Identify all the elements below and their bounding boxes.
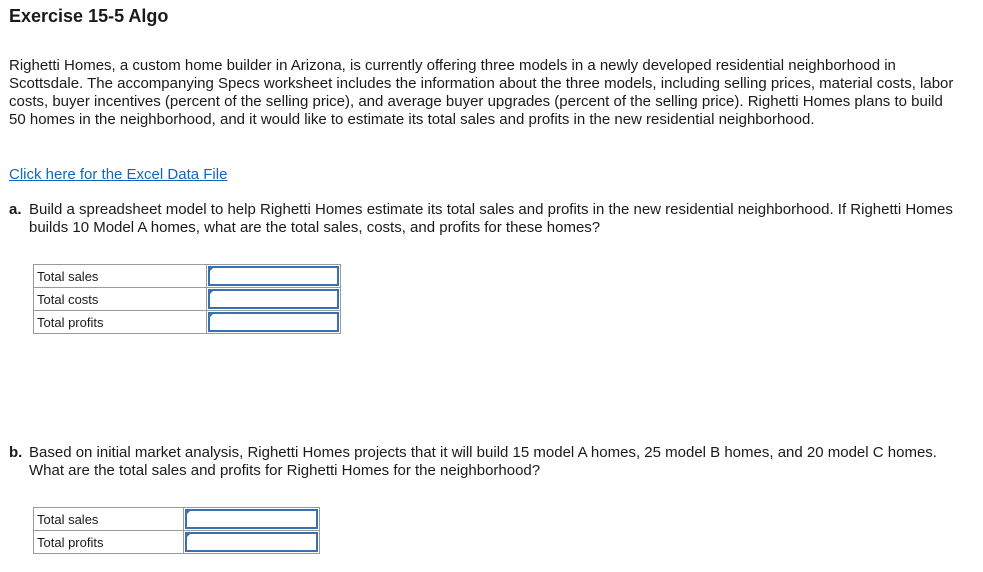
total-sales-label-a: Total sales <box>34 265 207 288</box>
exercise-intro: Righetti Homes, a custom home builder in Arizona, is currently offering three models in a newly developed residential neighborhood in Scottsdale. The accompanying Specs worksheet includes the information about the three models, including selling prices, material costs, labor costs, buyer incentives (percent of the selling price), and average buyer upgrades (percent of the selling price). Righetti Homes plans to build 50 homes in the neighborhood, and it would like to estimate its total sales and profits in the new residential neighborhood. <box>9 57 954 128</box>
total-costs-input-a[interactable] <box>208 289 339 309</box>
table-row <box>34 311 341 334</box>
exercise-title: Exercise 15-5 Algo <box>9 6 169 26</box>
table-row <box>34 531 320 554</box>
total-profits-input-a[interactable] <box>208 312 339 332</box>
total-profits-label-b: Total profits <box>34 531 184 554</box>
question-b-text: Based on initial market analysis, Righetti Homes projects that it will build 15 model A homes, 25 model B homes, and 20 model C homes. What are the total sales and profits for Righetti Homes for the neighborhood? <box>29 444 937 479</box>
total-sales-input-b[interactable] <box>185 509 318 529</box>
total-profits-cell-a <box>207 311 341 334</box>
total-costs-label-a: Total costs <box>34 288 207 311</box>
question-a-text: Build a spreadsheet model to help Righetti Homes estimate its total sales and profits in the new residential neighborhood. If Righetti Homes builds 10 Model A homes, what are the total sales, costs, and profits for these homes? <box>29 201 953 236</box>
table-row <box>34 508 320 531</box>
total-costs-cell-a <box>207 288 341 311</box>
question-b <box>9 444 954 480</box>
answer-table-b <box>33 507 320 554</box>
total-sales-cell-b <box>184 508 320 531</box>
total-sales-label-b: Total sales <box>34 508 184 531</box>
total-profits-cell-b <box>184 531 320 554</box>
excel-data-file-link[interactable]: Click here for the Excel Data File <box>9 166 228 183</box>
question-b-letter: b. <box>9 444 23 461</box>
question-a <box>9 201 954 237</box>
answer-table-a <box>33 264 341 334</box>
total-sales-input-a[interactable] <box>208 266 339 286</box>
total-profits-label-a: Total profits <box>34 311 207 334</box>
table-row <box>34 265 341 288</box>
total-sales-cell-a <box>207 265 341 288</box>
total-profits-input-b[interactable] <box>185 532 318 552</box>
question-a-letter: a. <box>9 201 22 218</box>
table-row <box>34 288 341 311</box>
